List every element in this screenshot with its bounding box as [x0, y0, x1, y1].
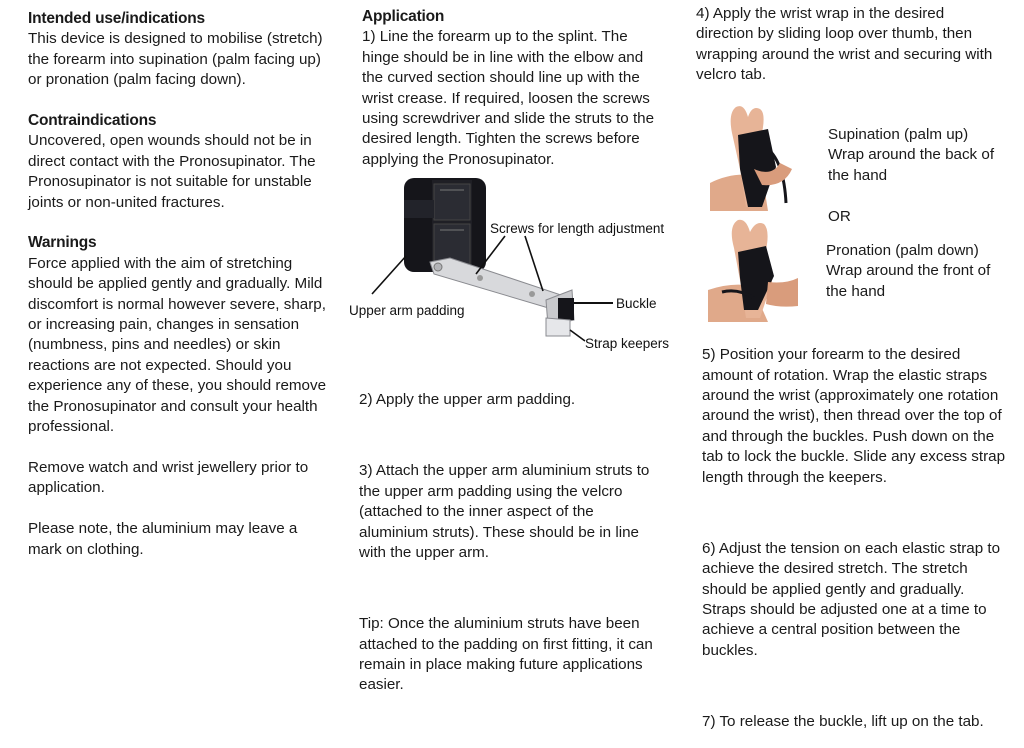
column-general-info	[28, 9, 328, 560]
column-strap-steps	[702, 330, 1012, 748]
application-heading: Application	[362, 8, 445, 25]
keepers-leader-line	[570, 330, 585, 341]
column-wrist-wrap	[696, 4, 1006, 86]
column-application-lower	[359, 375, 664, 711]
step-6-text: 6) Adjust the tension on each elastic strap to achieve the desired stretch. The stretch should be applied gently and gradually. Straps should be adjusted one at a time to achieve a central position between the buckles.	[702, 539, 1001, 659]
screws-leader-line-2	[525, 236, 543, 291]
aluminium-note-text: Please note, the aluminium may leave a mark on clothing.	[28, 520, 298, 558]
tip-text: Tip: Once the aluminium struts have been attached to the padding on first fitting, it can remain in place making future applications easier.	[359, 615, 653, 694]
splint-diagram	[340, 170, 680, 350]
pronation-caption: Pronation (palm down) Wrap around the front of the hand	[826, 242, 991, 300]
step-2-text: 2) Apply the upper arm padding.	[359, 391, 576, 409]
step-7-text: 7) To release the buckle, lift up on the tab.	[702, 713, 984, 730]
pronation-photo	[708, 218, 798, 322]
intended-use-text: This device is designed to mobilise (stretch) the forearm into supination (palm facing up) or pronation (palm facing down).	[28, 30, 323, 89]
screws-label: Screws for length adjustment	[490, 221, 665, 236]
step-3-text: 3) Attach the upper arm aluminium struts to the upper arm padding using the velcro (attached to the inner aspect of the aluminium struts). These should be in line with the upper arm.	[359, 462, 650, 561]
column-application	[362, 7, 667, 170]
supination-caption: Supination (palm up) Wrap around the back of the hand	[828, 126, 995, 184]
step-1-text: 1) Line the forearm up to the splint. The hinge should be in line with the elbow and the curved section should line up with the wrist crease. If required, loosen the screws using screwdriver and slide the struts to the desired length. Tighten the screws before applying the Pronosupinator.	[362, 28, 655, 168]
warnings-heading: Warnings	[28, 234, 97, 252]
upper-arm-padding-image	[404, 178, 486, 272]
warnings-text: Force applied with the aim of stretching should be applied gently and gradually. Mild discomfort is normal however severe, sharp, or increasing pain, changes in sensation (numbness, pins and needles) or skin reactions are not expected. Should you experience any of these, you should remove the Pronosupinator and consult your health professional.	[28, 254, 327, 436]
padding-leader-line	[372, 256, 406, 294]
upper-arm-padding-label: Upper arm padding	[349, 303, 465, 318]
buckle-label: Buckle	[616, 296, 657, 311]
step-4-text: 4) Apply the wrist wrap in the desired direction by sliding loop over thumb, then wrapping around the wrist and securing with velcro tab.	[696, 5, 993, 84]
step-5-text: 5) Position your forearm to the desired amount of rotation. Wrap the elastic straps around the wrist (approximately one rotation around the wrist), then thread over the top of and through the buckles. Push down on the tab to lock the buckle. Slide any excess strap length through the keepers.	[702, 346, 1006, 486]
strap-keepers-label: Strap keepers	[585, 336, 670, 351]
or-label: OR	[828, 208, 851, 225]
supination-photo	[710, 103, 800, 211]
contraindications-text: Uncovered, open wounds should not be in direct contact with the Pronosupinator. The Pronosupinator is not suitable for unstable joints or non-united fractures.	[28, 132, 316, 211]
contraindications-heading: Contraindications	[28, 112, 157, 130]
remove-jewellery-text: Remove watch and wrist jewellery prior to application.	[28, 458, 309, 497]
intended-use-heading: Intended use/indications	[28, 10, 205, 27]
aluminium-strut-image	[430, 258, 574, 336]
